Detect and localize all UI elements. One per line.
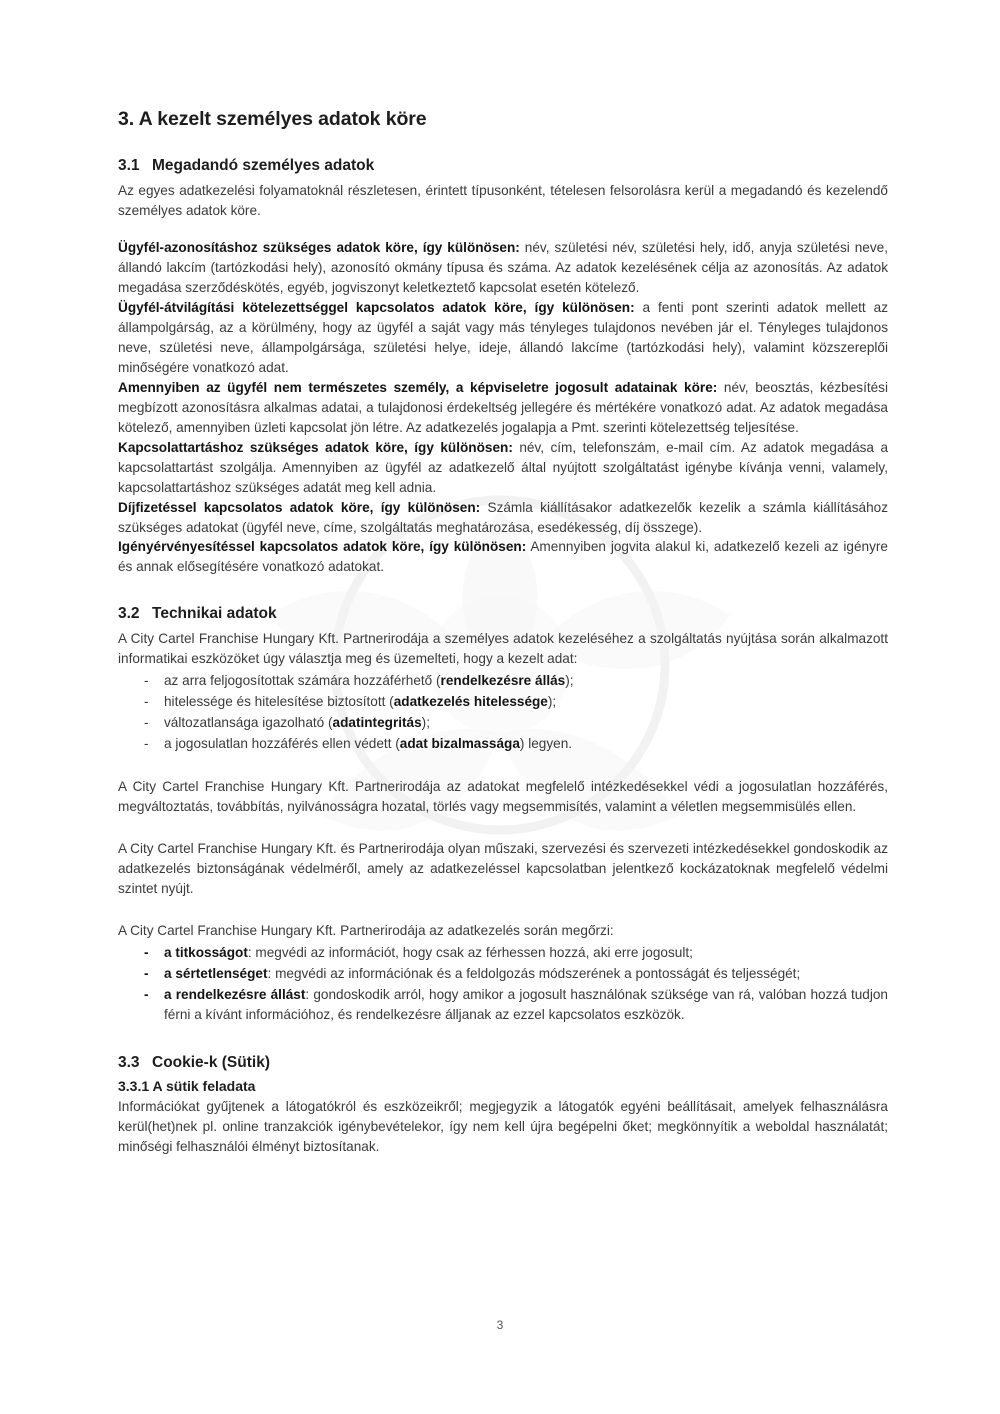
- body-data-contact: név, cím, telefonszám, e-mail cím. Az adatok megadása a kapcsolattartást szolgálja. Amennyiben az ügyfél az adatkezelő által nyújtott szolgáltatást igénybe kívánja venni, valamely, kapcsolattartáshoz szükséges adatát meg kell adnia.: [118, 439, 889, 495]
- heading-3-3-title: Cookie-k (Sütik): [152, 1053, 270, 1071]
- paragraph-3-2-preserves-intro: A City Cartel Franchise Hungary Kft. Partnerirodája az adatkezelés során megőrzi:: [118, 923, 614, 939]
- list-item-text: [164, 964, 888, 984]
- paragraph-3-3-1-text: Információkat gyűjtenek a látogatókról és eszközeikről; megjegyzik a látogatók egyéni beállításait, amelyek felhasználásra kerül(het)nek pl. online tranzakciók igénybevételekor, így nem kell újra begépelni őket; megkönnyítik a weboldal használatát; minőségi felhasználói élményt biztosítanak.: [118, 1098, 888, 1154]
- list-bullet: -: [144, 966, 149, 981]
- spacer: [118, 755, 888, 777]
- list-item-post: : gondoskodik arról, hogy amikor a jogosult használónak szüksége van rá, valóban hozzá tudjon férni a kívánt információhoz, és rendelkezésre álljanak az ezzel kapcsolatos eszközök.: [164, 986, 888, 1022]
- heading-3-2-number: 3.2: [118, 605, 140, 623]
- body-data-claim: Amennyiben jogvita alakul ki, adatkezelő kezeli az igényre és annak elősegítésére vonatkozó adatokat.: [118, 539, 888, 575]
- lead-data-payment: Díjfizetéssel kapcsolatos adatok köre, így különösen:: [118, 499, 481, 515]
- list-item-text: [164, 671, 888, 691]
- paragraph-data-identification: [118, 238, 888, 298]
- paragraph-3-2-protection: A City Cartel Franchise Hungary Kft. Partnerirodája az adatokat megfelelő intézkedésekkel védi a jogosulatlan hozzáférés, megváltoztatás, továbbítás, nyilvánosságra hozatal, törlés vagy megsemmisítés, valamint a véletlen megsemmisülés ellen.: [118, 779, 888, 815]
- heading-3-3: [118, 1054, 888, 1072]
- paragraph-3-2-measures: A City Cartel Franchise Hungary Kft. és Partnerirodája olyan műszaki, szervezési és szervezeti intézkedésekkel gondoskodik az adatkezelés biztonságának védelméről, amely az adatkezeléssel kapcsolatban jelentkező kockázatoknak megfelelő védelmi szintet nyújt.: [118, 841, 888, 897]
- list-item-post: );: [421, 715, 430, 731]
- list-bullet: -: [144, 736, 149, 752]
- lead-data-representative: Amennyiben az ügyfél nem természetes személy, a képviseletre jogosult adatainak köre:: [118, 379, 718, 395]
- list-item-strong: a rendelkezésre állást: [164, 986, 306, 1002]
- body-data-payment: Számla kiállításakor adatkezelők kezelik a számla kiállításához szükséges adatokat (ügyfél neve, címe, szolgáltatás meghatározása, esedékesség, díj összege).: [118, 499, 889, 535]
- heading-3-2: [118, 605, 888, 623]
- paragraph-data-representative: [118, 378, 888, 438]
- list-item-post: : megvédi az információnak és a feldolgozás módszerének a pontosságát és teljességét;: [267, 966, 801, 981]
- list-bullet: -: [144, 673, 149, 689]
- body-data-identification: név, születési név, születési hely, idő, anyja születési neve, állandó lakcím (tartózkodási hely), azonosító okmány típusa és száma. Az adatok kezelésének célja az azonosítás. Az adatok megadása szerződéskötés, egyéb, jogviszonyt keletkeztető kapcsolat esetén kötelező.: [118, 239, 889, 295]
- spacer: [118, 577, 888, 605]
- body-data-representative: név, beosztás, kézbesítési megbízott azonosításra alkalmas adatai, a tulajdonosi érdekeltség jellegére és mértékére vonatkozó adat. Az adatok megadása kötelező, amennyiben üzleti kapcsolat jön létre. Az adatkezelés jogalapja a Pmt. szerinti kötelezettség teljesítése.: [118, 379, 888, 435]
- paragraph-data-duediligence: [118, 298, 888, 378]
- list-bullet: -: [144, 715, 149, 731]
- paragraph-data-payment: [118, 498, 888, 538]
- document-body: [118, 108, 888, 1157]
- list-item-post: );: [565, 673, 574, 689]
- spacer: [118, 1026, 888, 1054]
- list-item-text: [164, 985, 888, 1025]
- list-item: [118, 985, 888, 1025]
- list-bullet: -: [144, 986, 149, 1002]
- list-item-text: [164, 713, 888, 733]
- page-title: 3. A kezelt személyes adatok köre: [118, 108, 427, 130]
- heading-3-3-number: 3.3: [118, 1053, 140, 1071]
- list-item: [118, 943, 888, 963]
- spacer: [118, 899, 888, 921]
- list-item: [118, 671, 888, 691]
- body-data-duediligence: a fenti pont szerinti adatok mellett az állampolgárság, az a körülmény, hogy az ügyfél a saját vagy más tényleges tulajdonos nevében jár el. Tényleges tulajdonos neve, születési neve, állampolgársága, születési helye, ideje, állandó lakcíme (tartózkodási hely), valamint közszereplői minőségére vonatkozó adat.: [118, 299, 888, 375]
- list-item-strong: adatintegritás: [332, 715, 422, 731]
- paragraph-3-1-intro: Az egyes adatkezelési folyamatoknál részletesen, érintett típusonként, tételesen felsorolásra kerül a megadandó és kezelendő személyes adatok köre.: [118, 183, 888, 218]
- list-item-pre: a jogosulatlan hozzáférés ellen védett (: [164, 736, 400, 752]
- list-item-strong: a sértetlenséget: [164, 966, 268, 981]
- list-item-pre: hitelessége és hitelesítése biztosított (: [164, 694, 394, 710]
- list-item: [118, 713, 888, 733]
- heading-3-1-title: Megadandó személyes adatok: [152, 157, 375, 174]
- paragraph-data-contact: [118, 438, 888, 498]
- list-item-post: : megvédi az információt, hogy csak az férhessen hozzá, aki erre jogosult;: [247, 945, 693, 961]
- list-item-strong: adat bizalmassága: [399, 736, 520, 752]
- heading-3-2-title: Technikai adatok: [152, 605, 277, 623]
- list-technical-requirements: [118, 671, 888, 754]
- list-item-post: ) legyen.: [519, 736, 573, 752]
- list-item-text: [164, 734, 888, 754]
- list-item-post: );: [547, 694, 557, 710]
- list-item-strong: a titkosságot: [164, 945, 248, 961]
- heading-3-1-number: 3.1: [118, 157, 140, 174]
- spacer: [118, 817, 888, 839]
- list-bullet: -: [144, 945, 149, 961]
- list-item-text: [164, 943, 888, 963]
- list-item-pre: változatlansága igazolható (: [164, 715, 333, 731]
- lead-data-claim: Igényérvényesítéssel kapcsolatos adatok köre, így különösen:: [118, 539, 527, 555]
- page-number: 3: [496, 1318, 504, 1332]
- paragraph-3-2-intro: A City Cartel Franchise Hungary Kft. Partnerirodája a személyes adatok kezeléséhez a szolgáltatás nyújtása során alkalmazott informatikai eszközöket úgy választja meg és üzemelteti, hogy a kezelt adat:: [118, 631, 888, 667]
- list-item: [118, 964, 888, 984]
- list-item: [118, 692, 888, 712]
- lead-data-identification: Ügyfél-azonosításhoz szükséges adatok köre, így különösen:: [118, 239, 520, 255]
- list-item-pre: az arra feljogosítottak számára hozzáférhető (: [164, 673, 441, 689]
- list-item-strong: adatkezelés hitelessége: [393, 694, 548, 710]
- heading-3-1: [118, 157, 888, 175]
- lead-data-contact: Kapcsolattartáshoz szükséges adatok köre, így különösen:: [118, 439, 513, 455]
- list-preserved-principles: [118, 943, 888, 1025]
- list-item-text: [164, 692, 888, 712]
- list-bullet: -: [144, 694, 149, 710]
- paragraph-data-claim: [118, 537, 888, 577]
- heading-3-3-1: 3.3.1 A sütik feladata: [118, 1077, 256, 1094]
- lead-data-duediligence: Ügyfél-átvilágítási kötelezettséggel kapcsolatos adatok köre, így különösen:: [118, 299, 635, 315]
- list-item-strong: rendelkezésre állás: [440, 673, 566, 689]
- list-item: [118, 734, 888, 754]
